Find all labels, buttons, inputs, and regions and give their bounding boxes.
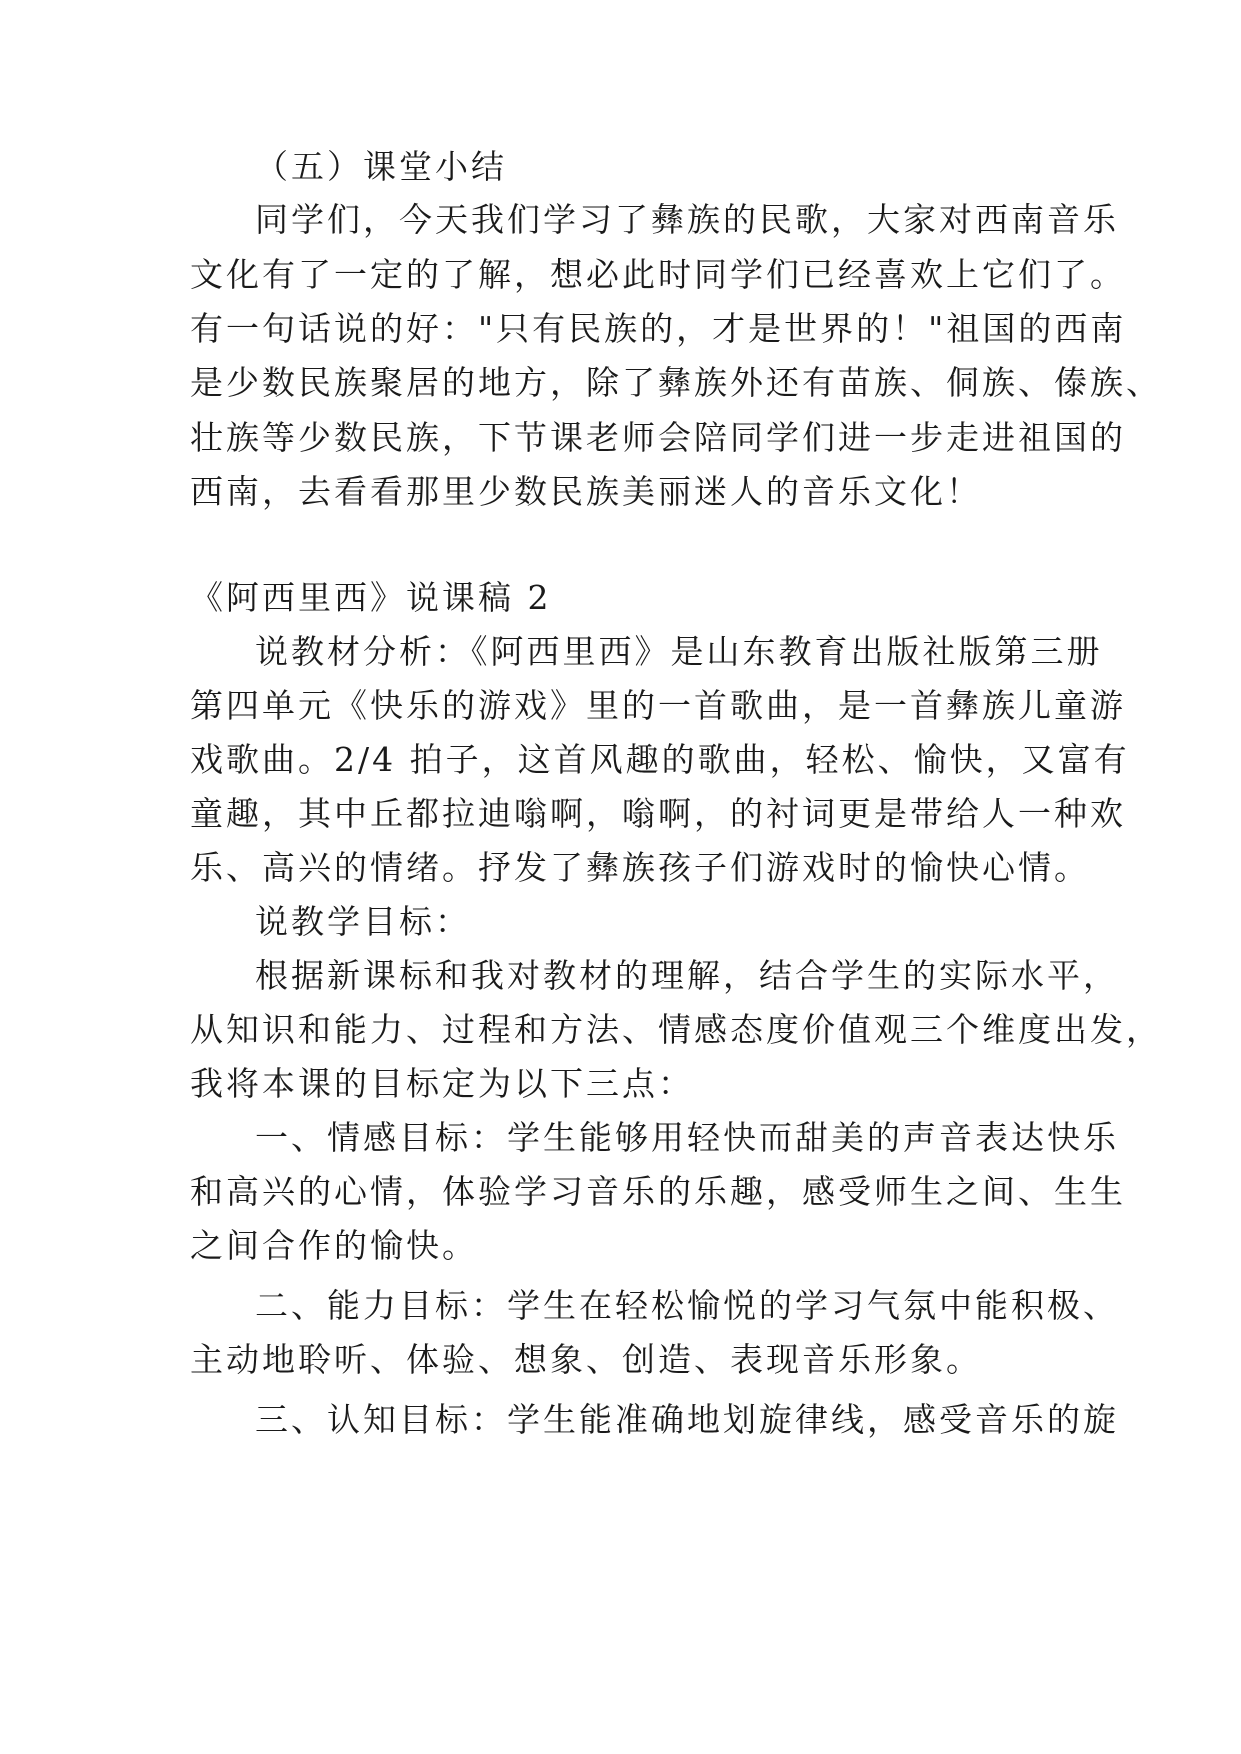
section-heading: 说教学目标： — [255, 902, 471, 941]
paragraph-line: 和高兴的心情，体验学习音乐的乐趣，感受师生之间、生生 — [190, 1172, 1126, 1211]
paragraph-line: 戏歌曲。2/4 拍子，这首风趣的歌曲，轻松、愉快，又富有 — [190, 740, 1130, 779]
paragraph-line: 之间合作的愉快。 — [190, 1226, 478, 1265]
paragraph-line: 一、情感目标：学生能够用轻快而甜美的声音表达快乐 — [255, 1118, 1119, 1157]
section-heading: （五）课堂小结 — [255, 147, 507, 186]
paragraph-line: 文化有了一定的了解，想必此时同学们已经喜欢上它们了。 — [190, 255, 1126, 294]
paragraph-line: 是少数民族聚居的地方，除了彝族外还有苗族、侗族、傣族、 — [190, 363, 1162, 402]
paragraph-line: 从知识和能力、过程和方法、情感态度价值观三个维度出发， — [190, 1010, 1162, 1049]
paragraph-line: 二、能力目标：学生在轻松愉悦的学习气氛中能积极、 — [255, 1286, 1119, 1325]
document-title: 《阿西里西》说课稿 2 — [190, 578, 552, 617]
paragraph-line: 乐、高兴的情绪。抒发了彝族孩子们游戏时的愉快心情。 — [190, 848, 1090, 887]
paragraph-line: 我将本课的目标定为以下三点： — [190, 1064, 694, 1103]
paragraph-line: 根据新课标和我对教材的理解，结合学生的实际水平， — [255, 956, 1119, 995]
paragraph-line: 有一句话说的好："只有民族的，才是世界的！"祖国的西南 — [190, 309, 1127, 348]
paragraph-line: 主动地聆听、体验、想象、创造、表现音乐形象。 — [190, 1340, 982, 1379]
paragraph-line: 说教材分析：《阿西里西》是山东教育出版社版第三册 — [255, 632, 1103, 671]
paragraph-line: 童趣，其中丘都拉迪嗡啊，嗡啊，的衬词更是带给人一种欢 — [190, 794, 1126, 833]
paragraph-line: 壮族等少数民族，下节课老师会陪同学们进一步走进祖国的 — [190, 418, 1126, 457]
paragraph-line: 第四单元《快乐的游戏》里的一首歌曲，是一首彝族儿童游 — [190, 686, 1126, 725]
paragraph-line: 三、认知目标：学生能准确地划旋律线，感受音乐的旋 — [255, 1400, 1119, 1439]
paragraph-line: 西南，去看看那里少数民族美丽迷人的音乐文化！ — [190, 472, 982, 511]
paragraph-line: 同学们，今天我们学习了彝族的民歌，大家对西南音乐 — [255, 200, 1119, 239]
